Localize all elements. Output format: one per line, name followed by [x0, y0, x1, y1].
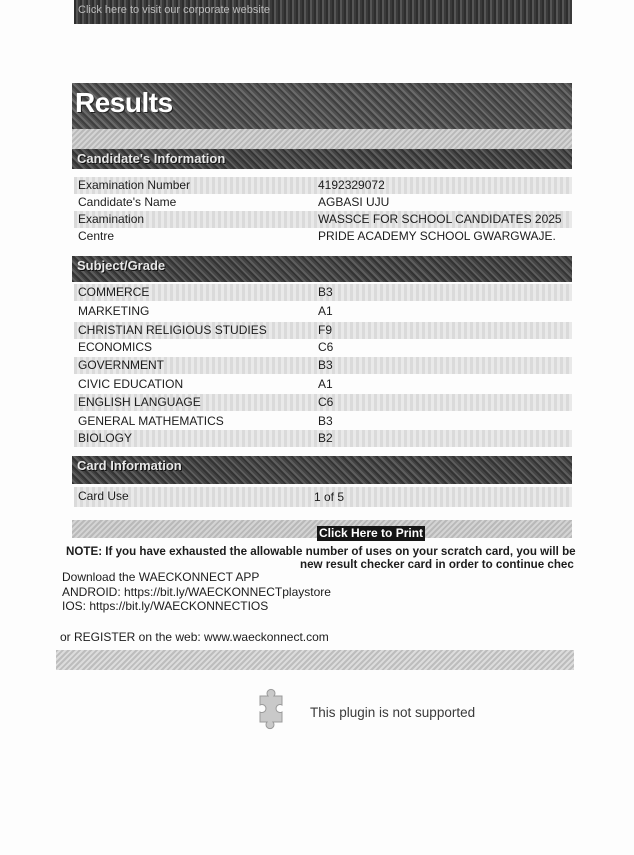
- candidate-field-label: Centre: [78, 229, 115, 243]
- register-link[interactable]: or REGISTER on the web: www.waeckonnect.com: [60, 630, 329, 644]
- header-divider: [72, 129, 572, 149]
- subject-grade: B3: [318, 285, 333, 299]
- card-info-heading: Card Information: [77, 458, 182, 473]
- subject-grade: B3: [318, 358, 333, 372]
- subject-name: ECONOMICS: [78, 340, 153, 354]
- corporate-website-link[interactable]: [74, 0, 572, 24]
- subject-grade: C6: [318, 340, 334, 354]
- subject-row: [74, 284, 572, 301]
- candidate-row: [74, 194, 572, 211]
- subject-row: [74, 339, 572, 356]
- subject-name: MARKETING: [78, 304, 150, 318]
- candidate-field-label: Examination: [78, 212, 145, 226]
- subject-grade: F9: [318, 323, 333, 337]
- candidate-field-value: AGBASI UJU: [318, 195, 390, 209]
- subject-row: [74, 413, 572, 430]
- ios-link[interactable]: IOS: https://bit.ly/WAECKONNECTIOS: [62, 599, 269, 613]
- card-use-label: Card Use: [78, 489, 129, 503]
- card-info-header: [72, 456, 572, 484]
- subject-row: [74, 376, 572, 393]
- subject-row: [74, 303, 572, 320]
- subject-row: [74, 394, 572, 411]
- candidate-field-value: WASSCE FOR SCHOOL CANDIDATES 2025: [318, 212, 562, 226]
- candidate-row: [74, 177, 572, 194]
- subject-grade: B2: [318, 431, 333, 445]
- page-title: Results: [75, 87, 173, 118]
- card-use-row: [74, 487, 572, 507]
- subject-row: [74, 430, 572, 447]
- subject-name: GENERAL MATHEMATICS: [78, 414, 224, 428]
- candidate-field-value: PRIDE ACADEMY SCHOOL GWARGWAJE.: [318, 229, 556, 243]
- corporate-website-text: Click here to visit our corporate website: [78, 4, 270, 16]
- subject-name: COMMERCE: [78, 285, 150, 299]
- card-use-value: 1 of 5: [314, 490, 345, 504]
- footer-divider: [56, 650, 574, 670]
- subject-name: CIVIC EDUCATION: [78, 377, 184, 391]
- print-button[interactable]: Click Here to Print: [319, 526, 424, 540]
- candidate-info-heading: Candidate's Information: [77, 151, 226, 166]
- subject-name: CHRISTIAN RELIGIOUS STUDIES: [78, 323, 267, 337]
- subject-grade-header: [72, 256, 572, 282]
- plugin-message: This plugin is not supported: [310, 705, 476, 720]
- results-header: [72, 83, 572, 129]
- subject-name: ENGLISH LANGUAGE: [78, 395, 201, 409]
- subject-grade: B3: [318, 414, 333, 428]
- note-line-1: NOTE: If you have exhausted the allowable number of uses on your scratch card, you will be: [66, 545, 576, 558]
- subject-grade: C6: [318, 395, 334, 409]
- puzzle-piece-icon: [248, 688, 292, 732]
- subject-grade-heading: Subject/Grade: [77, 258, 166, 273]
- download-heading: Download the WAECKONNECT APP: [62, 570, 260, 584]
- subject-row: [74, 357, 572, 374]
- subject-grade: A1: [318, 304, 333, 318]
- candidate-field-label: Candidate's Name: [78, 195, 177, 209]
- candidate-row: [74, 228, 572, 245]
- note-line-2: new result checker card in order to continue chec: [300, 558, 574, 571]
- subject-name: BIOLOGY: [78, 431, 133, 445]
- android-link[interactable]: ANDROID: https://bit.ly/WAECKONNECTplaystore: [62, 585, 331, 599]
- candidate-info-header: [72, 149, 572, 169]
- candidate-field-label: Examination Number: [78, 178, 191, 192]
- candidate-field-value: 4192329072: [318, 178, 385, 192]
- subject-name: GOVERNMENT: [78, 358, 165, 372]
- subject-row: [74, 322, 572, 339]
- subject-grade: A1: [318, 377, 333, 391]
- candidate-row: [74, 211, 572, 228]
